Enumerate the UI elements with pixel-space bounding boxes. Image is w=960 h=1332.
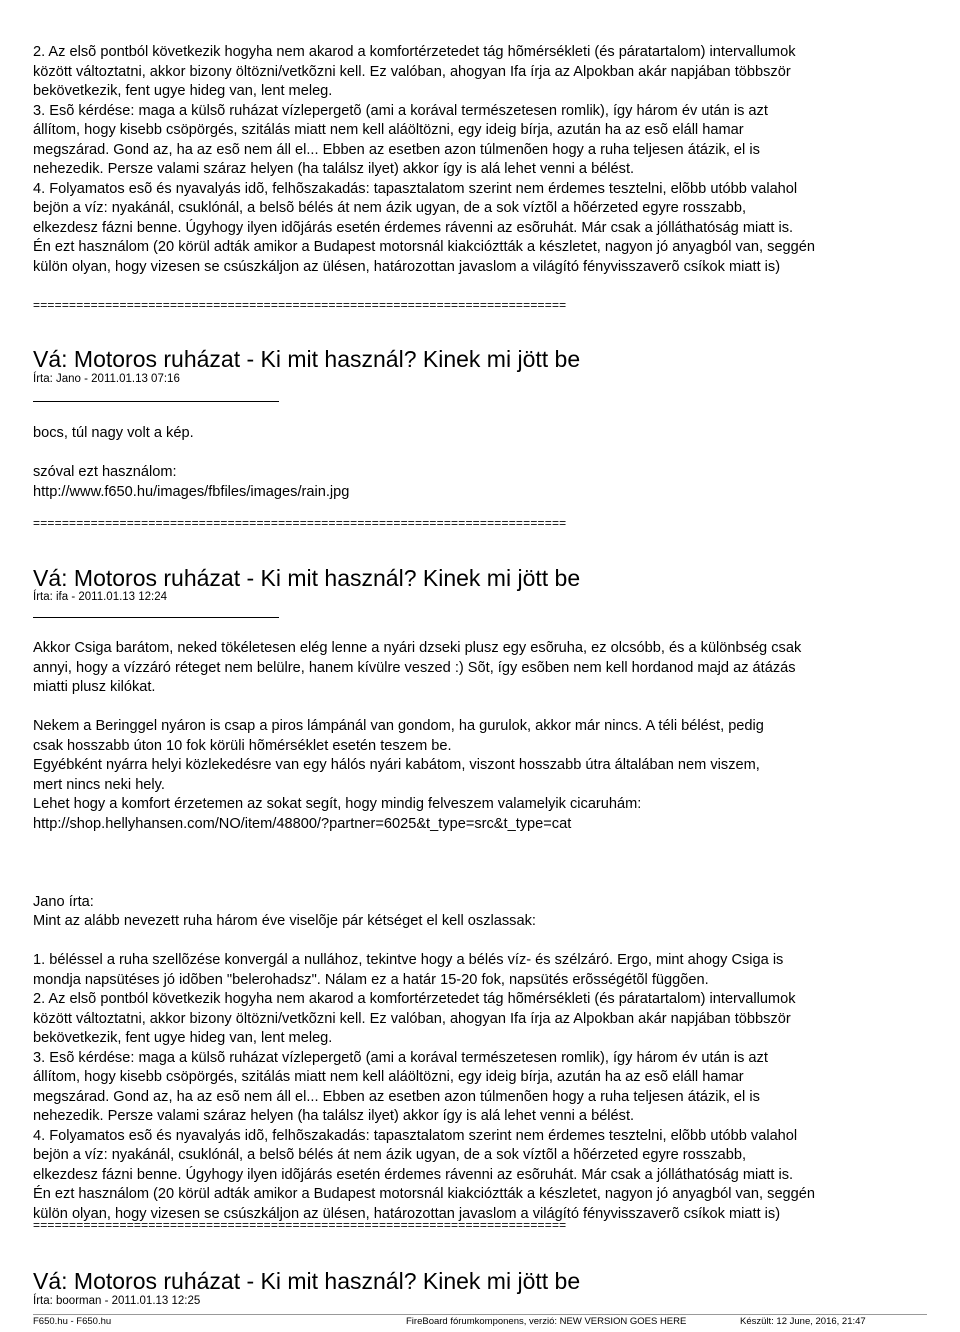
post-2-title: Vá: Motoros ruházat - Ki mit használ? Kinek mi jött be — [33, 565, 581, 591]
post-2-meta: Írta: ifa - 2011.01.13 12:24 — [33, 591, 168, 603]
text-line: Én ezt használom (20 körül adták amikor a Budapest motorsnál kiakcióztták a készletet, nagyon jó anyagból van, seggén — [33, 1186, 816, 1202]
post-1-meta: Írta: Jano - 2011.01.13 07:16 — [33, 373, 180, 385]
text-line: nehezedik. Persze valami száraz helyen (ha találsz ilyet) akkor így is alá lehet venni a bélést. — [33, 161, 635, 177]
footer-site: F650.hu - F650.hu — [33, 1316, 112, 1327]
footer-rule — [33, 1314, 927, 1315]
separator-3: ========================================================================== — [33, 1218, 567, 1232]
text-line: között változtatni, akkor bizony öltözni/vetkõzni kell. Ez valóban, ahogyan Ifa írja az Alpokban akár napjában többször — [33, 1010, 791, 1027]
text-line: Lehet hogy a komfort érzetemen az sokat segít, hogy mindig felveszem valamelyik cicaruhám: — [33, 796, 642, 812]
top-text-block — [33, 43, 933, 277]
text-line: miatti plusz kilókat. — [33, 679, 156, 695]
text-line: 2. Az elsõ pontból következik hogyha nem akarod a komfortérzetedet tág hõmérsékleti (és páratartalom) intervallumok — [33, 44, 796, 60]
text-line: megszárad. Gond az, ha az esõ nem áll el... Ebben az esetben azon túlmenõen hogy a ruha teljesen átázik, el is — [33, 1088, 760, 1105]
post-3-title: Vá: Motoros ruházat - Ki mit használ? Kinek mi jött be — [33, 1268, 581, 1294]
text-line: nehezedik. Persze valami száraz helyen (ha találsz ilyet) akkor így is alá lehet venni a bélést. — [33, 1108, 635, 1124]
post-2-body — [33, 639, 933, 1224]
text-line: elkezdesz fázni benne. Úgyhogy ilyen idõjárás esetén érdemes rávenni az esõruhát. Már csak a jólláthatóság miatt is. — [33, 219, 794, 236]
text-line: Mint az alább nevezett ruha három éve viselõje pár kétséget el kell oszlassak: — [33, 913, 536, 929]
text-line: Egyébként nyárra helyi közlekedésre van egy hálós nyári kabátom, viszont hosszabb útra általában nem viszem, — [33, 757, 760, 773]
text-line: annyi, hogy a vízzáró réteget nem belülre, hanem kívülre veszed :) Sõt, így esõben nem kell hordanod majd az átázás — [33, 659, 796, 676]
text-line: között változtatni, akkor bizony öltözni/vetkõzni kell. Ez valóban, ahogyan Ifa írja az Alpokban akár napjában többször — [33, 63, 791, 80]
text-line — [33, 932, 933, 952]
text-line: 3. Esõ kérdése: maga a külsõ ruházat vízlepergetõ (ami a korával természetesen romlik), így három év után is azt — [33, 102, 768, 119]
text-line: csak hosszabb úton 10 fok körüli hõmérséklet esetén teszem be. — [33, 737, 452, 754]
text-line: 4. Folyamatos esõ és nyavalyás idõ, felhõszakadás: tapasztalatom szerint nem érdemes tesztelni, elõbb utóbb valahol — [33, 1127, 798, 1144]
text-line: Én ezt használom (20 körül adták amikor a Budapest motorsnál kiakcióztták a készletet, nagyon jó anyagból van, seggén — [33, 239, 816, 255]
text-line: bejön a víz: nyakánál, csuklónál, a belsõ bélés át nem ázik ugyan, de a sok víztõl a hõérzeted egyre rosszabb, — [33, 200, 747, 216]
text-line — [33, 854, 933, 874]
text-line: bocs, túl nagy volt a kép. — [33, 425, 194, 441]
text-line: http://shop.hellyhansen.com/NO/item/48800/?partner=6025&t_type=src&t_type=cat — [33, 815, 572, 832]
text-line: bejön a víz: nyakánál, csuklónál, a belsõ bélés át nem ázik ugyan, de a sok víztõl a hõérzeted egyre rosszabb, — [33, 1147, 747, 1163]
post-3-meta: Írta: boorman - 2011.01.13 12:25 — [33, 1295, 201, 1307]
text-line — [33, 698, 933, 718]
post-1-body — [33, 424, 933, 502]
text-line: állítom, hogy kisebb csöpörgés, szitálás miatt nem kell aláöltözni, egy ideig bírja, azután ha az esõ eláll hamar — [33, 122, 744, 138]
text-line — [33, 873, 933, 893]
separator-1: ========================================================================== — [33, 298, 567, 312]
post-1-rule — [33, 401, 279, 402]
post-1-title: Vá: Motoros ruházat - Ki mit használ? Kinek mi jött be — [33, 346, 581, 372]
text-line: 2. Az elsõ pontból következik hogyha nem akarod a komfortérzetedet tág hõmérsékleti (és páratartalom) intervallumok — [33, 991, 796, 1007]
text-line: mert nincs neki hely. — [33, 776, 165, 793]
text-line: mondja napsütéses jó idõben "belerohadsz". Nálam ez a határ 15-20 fok, napsütés erõsségétõl függõen. — [33, 971, 709, 988]
text-line: Akkor Csiga barátom, neked tökéletesen elég lenne a nyári dzseki plusz egy esõruha, ez olcsóbb, és a különbség csak — [33, 640, 802, 656]
footer-component: FireBoard fórumkomponens, verzió: NEW VERSION GOES HERE — [406, 1316, 687, 1327]
text-line: http://www.f650.hu/images/fbfiles/images/rain.jpg — [33, 483, 350, 500]
text-line: elkezdesz fázni benne. Úgyhogy ilyen idõjárás esetén érdemes rávenni az esõruhát. Már csak a jólláthatóság miatt is. — [33, 1166, 794, 1183]
text-line: külön olyan, hogy vizesen se csúszkáljon az ülésen, határozottan javaslom a világító fényvisszaverõ csíkok miatt is) — [33, 1205, 781, 1222]
text-line: szóval ezt használom: — [33, 464, 177, 480]
separator-2: ========================================================================== — [33, 516, 567, 530]
footer-date: Készült: 12 June, 2016, 21:47 — [740, 1316, 866, 1327]
text-line: 3. Esõ kérdése: maga a külsõ ruházat vízlepergetõ (ami a korával természetesen romlik), így három év után is azt — [33, 1049, 768, 1066]
text-line: megszárad. Gond az, ha az esõ nem áll el... Ebben az esetben azon túlmenõen hogy a ruha teljesen átázik, el is — [33, 141, 760, 158]
text-line — [33, 444, 933, 464]
text-line: bekövetkezik, fent ugye hideg van, lent meleg. — [33, 83, 333, 99]
text-line: 1. béléssel a ruha szellõzése konvergál a nullához, tekintve hogy a bélés víz- és szélzáró. Ergo, mint ahogy Csiga is — [33, 952, 784, 968]
text-line: Nekem a Beringgel nyáron is csap a piros lámpánál van gondom, ha gurulok, akkor már nincs. A téli bélést, pedig — [33, 718, 764, 734]
post-2-rule — [33, 617, 279, 618]
text-line: bekövetkezik, fent ugye hideg van, lent meleg. — [33, 1030, 333, 1046]
text-line: külön olyan, hogy vizesen se csúszkáljon az ülésen, határozottan javaslom a világító fényvisszaverõ csíkok miatt is) — [33, 258, 781, 275]
text-line: Jano írta: — [33, 893, 94, 910]
text-line: állítom, hogy kisebb csöpörgés, szitálás miatt nem kell aláöltözni, egy ideig bírja, azután ha az esõ eláll hamar — [33, 1069, 744, 1085]
text-line — [33, 834, 933, 854]
text-line: 4. Folyamatos esõ és nyavalyás idõ, felhõszakadás: tapasztalatom szerint nem érdemes tesztelni, elõbb utóbb valahol — [33, 180, 798, 197]
